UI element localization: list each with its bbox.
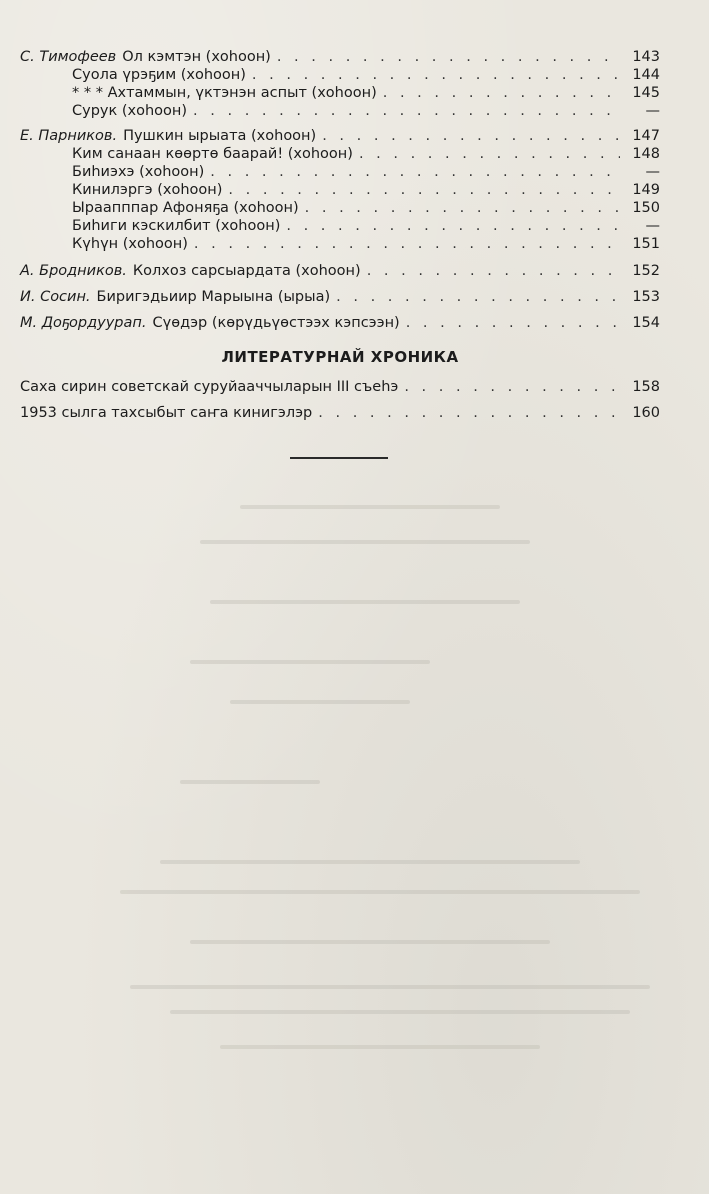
entry-title: * * * Ахтаммын, үктэнэн аспыт (хоһоон) xyxy=(72,85,377,101)
entry-page: 150 xyxy=(632,200,660,216)
entry-author: И. Сосин. xyxy=(20,289,91,305)
entry-title: Ыраапппар Афоняҕа (хоһоон) xyxy=(72,200,299,216)
entry-page: — xyxy=(645,218,660,234)
entry-title: Биригэдьиир Марыына (ырыа) xyxy=(96,289,331,305)
toc-entry xyxy=(20,127,660,145)
entry-page: 145 xyxy=(632,85,660,101)
dot-leader xyxy=(193,102,620,120)
toc-group-parnikov xyxy=(20,127,660,253)
entry-page: 144 xyxy=(632,67,660,83)
dot-leader xyxy=(383,84,620,102)
entry-title: Сүөдэр (көрүдьүөстээх кэпсээн) xyxy=(152,315,400,331)
section-heading: ЛИТЕРАТУРНАЙ ХРОНИКА xyxy=(221,348,459,366)
toc-entry-brodnikov xyxy=(20,260,660,282)
toc-subentry xyxy=(20,102,660,120)
dot-leader xyxy=(404,376,620,398)
entry-page: — xyxy=(645,164,660,180)
entry-page: 160 xyxy=(632,405,660,421)
toc-subentry xyxy=(20,66,660,84)
entry-author: А. Бродников. xyxy=(20,263,127,279)
dot-leader xyxy=(228,181,620,199)
entry-title: Саха сирин советскай суруйааччыларын III съеһэ xyxy=(20,379,399,395)
entry-page: 151 xyxy=(632,236,660,252)
entry-title: 1953 сылга тахсыбыт саҥа кинигэлэр xyxy=(20,405,313,421)
entry-author: С. Тимофеев xyxy=(20,49,117,65)
toc-subentry xyxy=(20,235,660,253)
dot-leader xyxy=(210,163,620,181)
toc-entry-sosin xyxy=(20,286,660,308)
toc-subentry xyxy=(20,199,660,217)
toc-subentry xyxy=(20,181,660,199)
entry-page: 149 xyxy=(632,182,660,198)
toc-group-timofeev xyxy=(20,48,660,120)
toc-subentry xyxy=(20,84,660,102)
dot-leader xyxy=(286,217,620,235)
entry-title: Күһүн (хоһоон) xyxy=(72,236,188,252)
entry-title: Суола үрэҕим (хоһоон) xyxy=(72,67,246,83)
entry-title: Биһиэхэ (хоһоон) xyxy=(72,164,205,180)
dot-leader xyxy=(406,312,620,334)
entry-title: Кинилэргэ (хоһоон) xyxy=(72,182,223,198)
entry-page: 152 xyxy=(632,263,660,279)
entry-title: Ол кэмтэн (хоһоон) xyxy=(122,49,271,65)
entry-page: 154 xyxy=(632,315,660,331)
entry-page: — xyxy=(645,103,660,119)
dot-leader xyxy=(322,127,620,145)
dot-leader xyxy=(252,66,620,84)
table-of-contents xyxy=(20,48,660,424)
entry-title: Биһиги кэскилбит (хоһоон) xyxy=(72,218,281,234)
entry-author: М. Доҕордуурап. xyxy=(20,315,147,331)
entry-author: Е. Парников. xyxy=(20,128,118,144)
dot-leader xyxy=(367,260,620,282)
entry-title: Колхоз сарсыардата (хоһоон) xyxy=(132,263,361,279)
toc-entry-chronicle xyxy=(20,402,660,424)
toc-subentry xyxy=(20,145,660,163)
entry-page: 153 xyxy=(632,289,660,305)
entry-page: 158 xyxy=(632,379,660,395)
dot-leader xyxy=(336,286,620,308)
dot-leader xyxy=(305,199,620,217)
entry-page: 147 xyxy=(632,128,660,144)
dot-leader xyxy=(277,48,620,66)
entry-title: Пушкин ырыата (хоһоон) xyxy=(123,128,317,144)
dot-leader xyxy=(359,145,620,163)
toc-entry-chronicle xyxy=(20,376,660,398)
toc-entry xyxy=(20,48,660,66)
entry-page: 148 xyxy=(632,146,660,162)
toc-subentry xyxy=(20,163,660,181)
toc-subentry xyxy=(20,217,660,235)
dot-leader xyxy=(194,235,620,253)
section-divider xyxy=(290,457,388,459)
toc-entry-dogorduurap xyxy=(20,312,660,334)
entry-page: 143 xyxy=(632,49,660,65)
entry-title: Ким санаан көөртө баарай! (хоһоон) xyxy=(72,146,353,162)
dot-leader xyxy=(318,402,620,424)
entry-title: Сурук (хоһоон) xyxy=(72,103,188,119)
